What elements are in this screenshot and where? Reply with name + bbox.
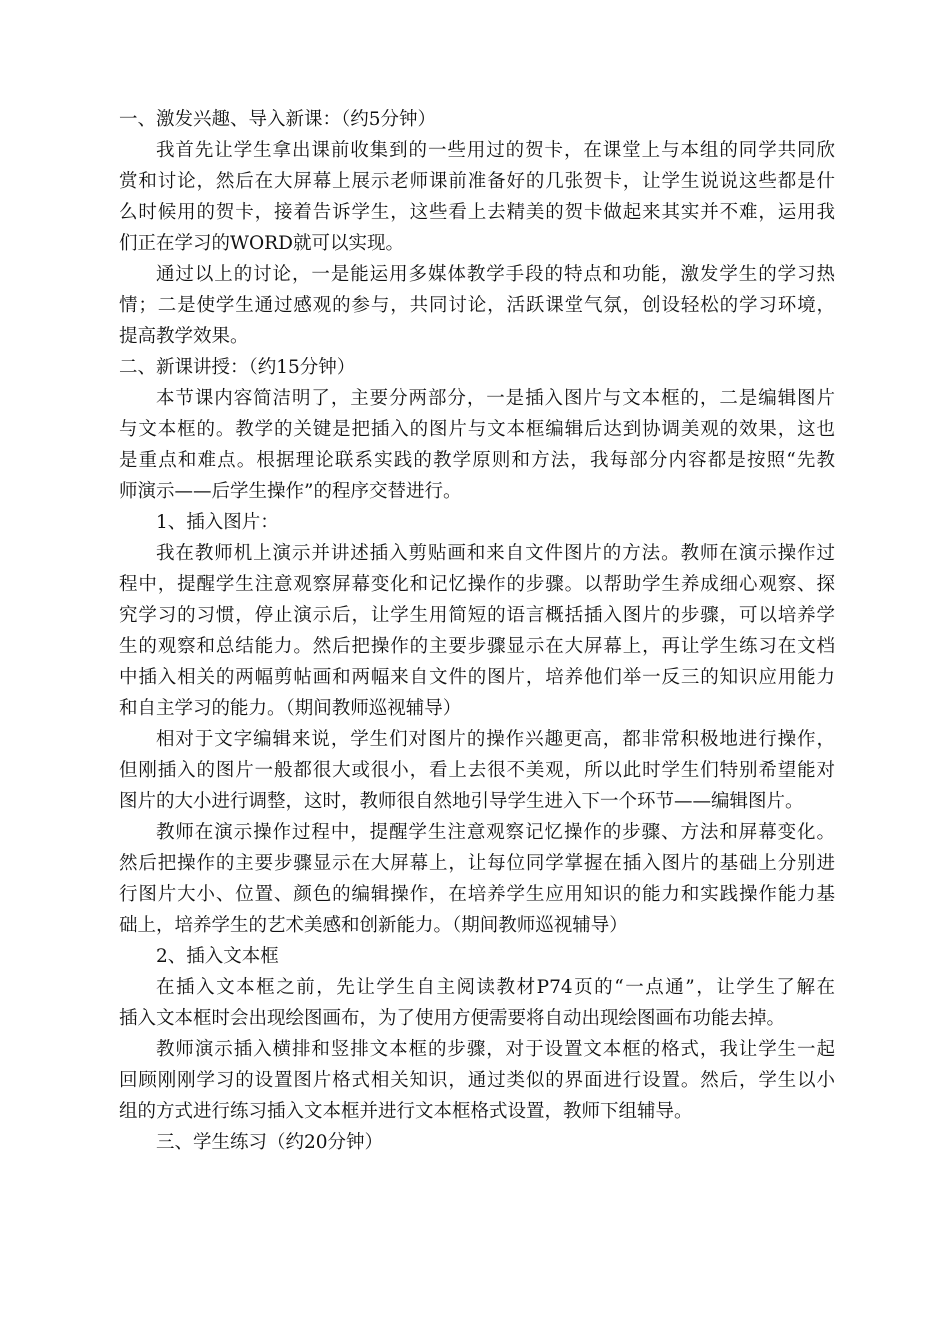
paragraph-line: 回顾刚刚学习的设置图片格式相关知识，通过类似的界面进行设置。然后，学生以小 bbox=[119, 1070, 835, 1091]
paragraph-line: 赏和讨论，然后在大屏幕上展示老师课前准备好的几张贺卡，让学生说说这些都是什 bbox=[119, 171, 835, 192]
paragraph-line: 与文本框的。教学的关键是把插入的图片与文本框编辑后达到协调美观的效果，这也 bbox=[119, 419, 835, 440]
paragraph-line: 本节课内容简洁明了，主要分两部分，一是插入图片与文本框的，二是编辑图片 bbox=[156, 388, 835, 409]
paragraph-line: 么时候用的贺卡，接着告诉学生，这些看上去精美的贺卡做起来其实并不难，运用我 bbox=[119, 202, 835, 223]
paragraph-line: 情；二是使学生通过感观的参与，共同讨论，活跃课堂气氛，创设轻松的学习环境， bbox=[119, 295, 835, 316]
paragraph-line: 中插入相关的两幅剪帖画和两幅来自文件的图片，培养他们举一反三的知识应用能力 bbox=[119, 667, 835, 688]
paragraph-line: 然后把操作的主要步骤显示在大屏幕上，让每位同学掌握在插入图片的基础上分别进 bbox=[119, 853, 835, 874]
paragraph-line: 组的方式进行练习插入文本框并进行文本框格式设置，教师下组辅导。 bbox=[119, 1101, 693, 1122]
paragraph-line: 是重点和难点。根据理论联系实践的教学原则和方法，我每部分内容都是按照“先教 bbox=[119, 450, 835, 471]
paragraph-line: 教师在演示操作过程中，提醒学生注意观察记忆操作的步骤、方法和屏幕变化。 bbox=[156, 822, 835, 843]
paragraph-line: 行图片大小、位置、颜色的编辑操作，在培养学生应用知识的能力和实践操作能力基 bbox=[119, 884, 835, 905]
paragraph-line: 究学习的习惯，停止演示后，让学生用简短的语言概括插入图片的步骤，可以培养学 bbox=[119, 605, 835, 626]
paragraph-line: 我在教师机上演示并讲述插入剪贴画和来自文件图片的方法。教师在演示操作过 bbox=[156, 543, 835, 564]
paragraph-line: 相对于文字编辑来说，学生们对图片的操作兴趣更高，都非常积极地进行操作， bbox=[156, 729, 835, 750]
section-heading: 一、激发兴趣、导入新课：（约5分钟） bbox=[119, 109, 437, 130]
paragraph-line: 生的观察和总结能力。然后把操作的主要步骤显示在大屏幕上，再让学生练习在文档 bbox=[119, 636, 835, 657]
paragraph-line: 通过以上的讨论，一是能运用多媒体教学手段的特点和功能，激发学生的学习热 bbox=[156, 264, 835, 285]
paragraph-line: 提高教学效果。 bbox=[119, 326, 249, 347]
paragraph-line: 础上，培养学生的艺术美感和创新能力。（期间教师巡视辅导） bbox=[119, 915, 628, 936]
paragraph-line: 师演示——后学生操作”的程序交替进行。 bbox=[119, 481, 462, 502]
document-body bbox=[119, 104, 835, 1158]
subsection-heading: 三、学生练习（约20分钟） bbox=[156, 1132, 384, 1153]
paragraph-line: 和自主学习的能力。（期间教师巡视辅导） bbox=[119, 698, 462, 719]
paragraph-line: 们正在学习的WORD就可以实现。 bbox=[119, 233, 404, 254]
paragraph-line: 教师演示插入横排和竖排文本框的步骤，对于设置文本框的格式，我让学生一起 bbox=[156, 1039, 835, 1060]
subsection-heading: 1、插入图片： bbox=[156, 512, 279, 533]
paragraph-line: 我首先让学生拿出课前收集到的一些用过的贺卡，在课堂上与本组的同学共同欣 bbox=[156, 140, 835, 161]
paragraph-line: 插入文本框时会出现绘图画布，为了使用方便需要将自动出现绘图画布功能去掉。 bbox=[119, 1008, 786, 1029]
subsection-heading: 2、插入文本框 bbox=[156, 946, 279, 967]
paragraph-line: 在插入文本框之前，先让学生自主阅读教材P74页的“一点通”，让学生了解在 bbox=[156, 977, 835, 998]
section-heading: 二、新课讲授：（约15分钟） bbox=[119, 357, 356, 378]
paragraph-line: 图片的大小进行调整，这时，教师很自然地引导学生进入下一个环节——编辑图片。 bbox=[119, 791, 804, 812]
paragraph-line: 程中，提醒学生注意观察屏幕变化和记忆操作的步骤。以帮助学生养成细心观察、探 bbox=[119, 574, 835, 595]
paragraph-line: 但刚插入的图片一般都很大或很小，看上去很不美观，所以此时学生们特别希望能对 bbox=[119, 760, 835, 781]
